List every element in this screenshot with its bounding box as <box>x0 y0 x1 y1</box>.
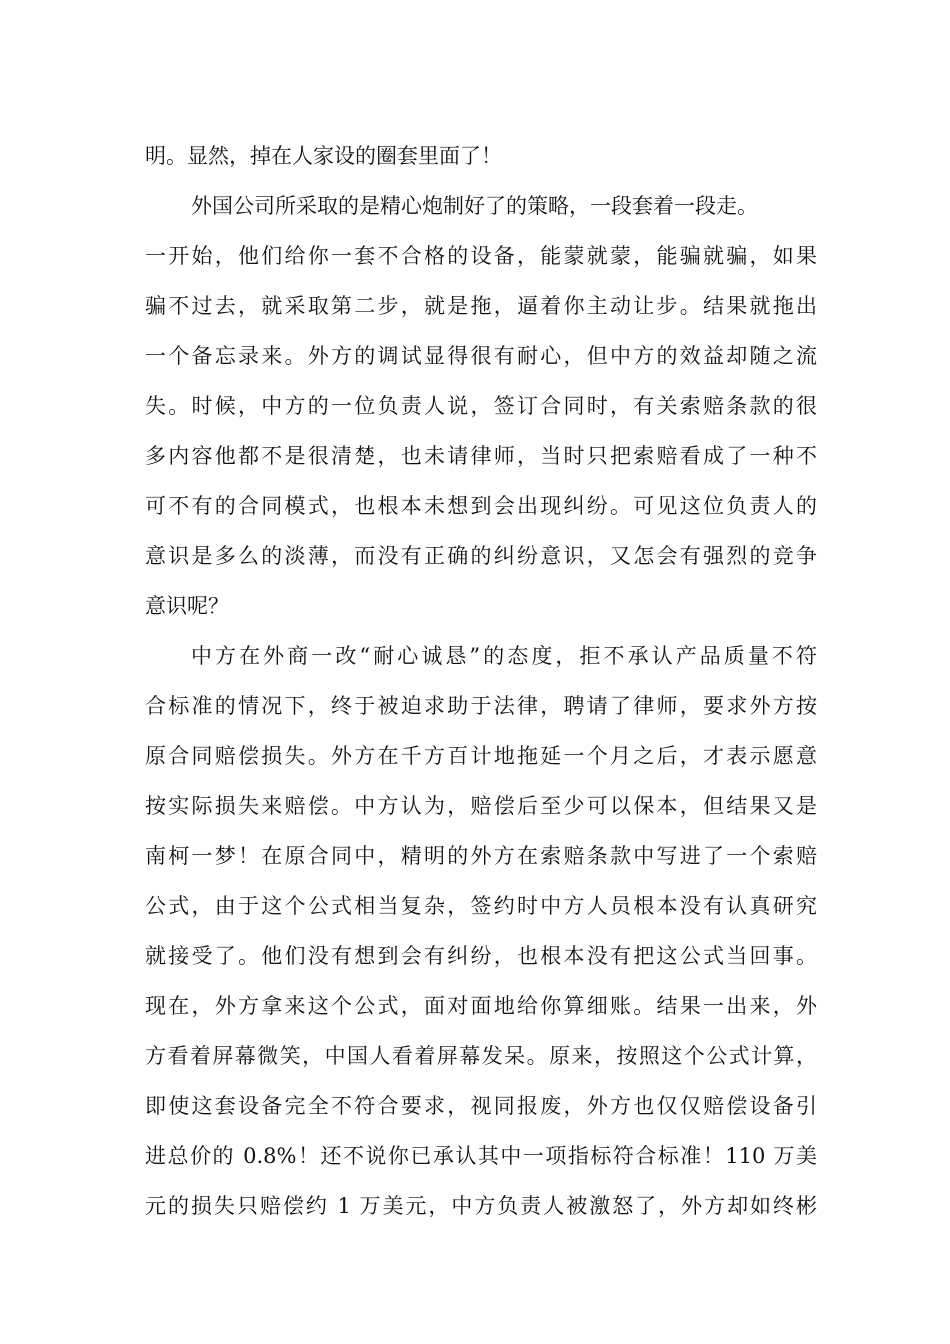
text-line: 按实际损失来赔偿。中方认为，赔偿后至少可以保本，但结果又是 <box>145 794 817 818</box>
text-line: 一开始，他们给你一套不合格的设备，能蒙就蒙，能骗就骗，如果 <box>145 244 817 268</box>
text-line: 一个备忘录来。外方的调试显得很有耐心，但中方的效益却随之流 <box>145 344 817 368</box>
text-line: 合标准的情况下，终于被迫求助于法律，聘请了律师，要求外方按 <box>145 694 817 718</box>
text-line: 公式，由于这个公式相当复杂，签约时中方人员根本没有认真研究 <box>145 894 817 918</box>
text-line: 多内容他都不是很清楚，也未请律师，当时只把索赔看成了一种不 <box>145 444 817 468</box>
text-line: 明。显然，掉在人家设的圈套里面了！ <box>145 144 502 168</box>
text-line: 意识是多么的淡薄，而没有正确的纠纷意识，又怎会有强烈的竞争 <box>145 544 817 568</box>
text-line: 进总价的 0.8%！还不说你已承认其中一项指标符合标准！110 万美 <box>145 1144 817 1168</box>
text-line: 可不有的合同模式，也根本未想到会出现纠纷。可见这位负责人的 <box>145 494 817 518</box>
paragraph-first-line: 中方在外商一改“耐心诚恳”的态度，拒不承认产品质量不符 <box>191 644 817 668</box>
text-line: 方看着屏幕微笑，中国人看着屏幕发呆。原来，按照这个公式计算， <box>145 1044 817 1068</box>
text-line: 元的损失只赔偿约 1 万美元，中方负责人被激怒了，外方却如终彬 <box>145 1194 817 1218</box>
text-line: 即使这套设备完全不符合要求，视同报废，外方也仅仅赔偿设备引 <box>145 1094 817 1118</box>
text-line: 原合同赔偿损失。外方在千方百计地拖延一个月之后，才表示愿意 <box>145 744 817 768</box>
text-line: 现在，外方拿来这个公式，面对面地给你算细账。结果一出来，外 <box>145 994 817 1018</box>
text-line: 骗不过去，就采取第二步，就是拖，逼着你主动让步。结果就拖出 <box>145 294 817 318</box>
text-line: 南柯一梦！在原合同中，精明的外方在索赔条款中写进了一个索赔 <box>145 844 817 868</box>
paragraph-first-line: 外国公司所采取的是精心炮制好了的策略，一段套着一段走。 <box>191 194 758 218</box>
text-line: 失。时候，中方的一位负责人说，签订合同时，有关索赔条款的很 <box>145 394 817 418</box>
text-line: 意识呢？ <box>145 594 229 618</box>
body-text <box>145 131 817 1231</box>
text-line: 就接受了。他们没有想到会有纠纷，也根本没有把这公式当回事。 <box>145 944 817 968</box>
